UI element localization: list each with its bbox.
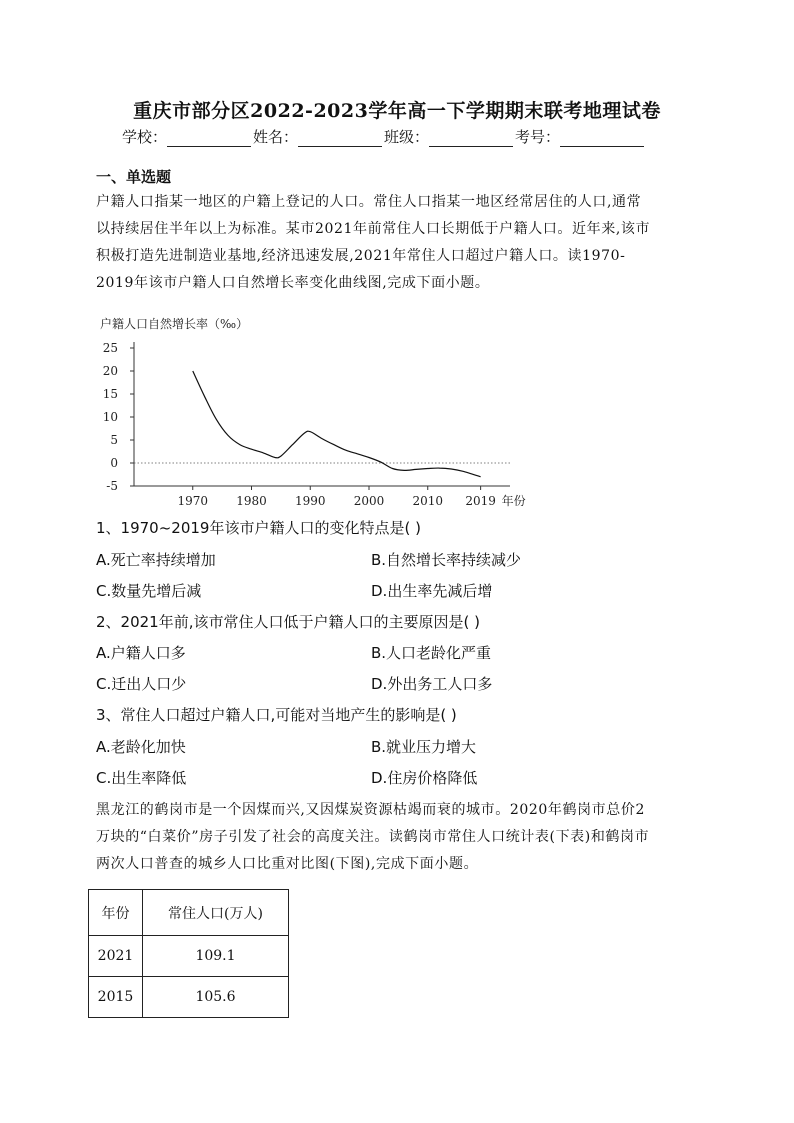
name-label: 姓名： <box>253 128 299 146</box>
question-1-stem: 1、1970~2019年该市户籍人口的变化特点是( ) <box>96 519 421 537</box>
q2-option-c[interactable]: C.迁出人口少 <box>96 675 187 693</box>
q2-option-b[interactable]: B.人口老龄化严重 <box>371 644 492 662</box>
x-tick-label: 2019 <box>465 494 496 508</box>
table-row <box>89 936 289 977</box>
population-table <box>88 889 289 1018</box>
x-tick-label: 2010 <box>412 494 444 508</box>
school-label: 学校： <box>122 128 168 146</box>
table-row <box>89 977 289 1018</box>
page-title: 重庆市部分区2022-2023学年高一下学期期末联考地理试卷 <box>133 100 661 122</box>
table-cell: 2021 <box>89 936 143 977</box>
name-blank[interactable] <box>298 130 382 147</box>
class-label: 班级： <box>384 128 430 146</box>
school-blank[interactable] <box>167 130 251 147</box>
exam-number-blank[interactable] <box>560 130 644 147</box>
passage-2-line: 两次人口普查的城乡人口比重对比图(下图),完成下面小题。 <box>96 856 479 872</box>
passage-2 <box>96 797 700 878</box>
table-cell: 109.1 <box>143 936 289 977</box>
q1-option-c[interactable]: C.数量先增后减 <box>96 582 202 600</box>
class-blank[interactable] <box>429 130 513 147</box>
exam-number-label: 考号： <box>515 128 561 146</box>
series-line-0 <box>193 371 481 477</box>
y-tick-label: 20 <box>102 364 118 378</box>
y-tick-label: 0 <box>110 456 118 470</box>
x-tick-label: 1970 <box>177 494 209 508</box>
student-info-line <box>122 126 682 147</box>
question-3-stem: 3、常住人口超过户籍人口,可能对当地产生的影响是( ) <box>96 706 457 724</box>
x-tick-label: 1990 <box>294 494 326 508</box>
y-tick-label: 15 <box>102 387 118 401</box>
x-tick-label: 2000 <box>353 494 385 508</box>
q3-option-a[interactable]: A.老龄化加快 <box>96 738 186 756</box>
class-field <box>384 126 515 147</box>
table-header-cell: 年份 <box>89 890 143 936</box>
q2-option-a[interactable]: A.户籍人口多 <box>96 644 186 662</box>
q1-option-a[interactable]: A.死亡率持续增加 <box>96 551 216 569</box>
passage-1-line: 户籍人口指某一地区的户籍上登记的人口。常住人口指某一地区经常居住的人口,通常 <box>96 194 642 210</box>
chart-title: 户籍人口自然增长率（‰） <box>100 317 249 331</box>
section-title: 一、单选题 <box>96 168 172 186</box>
x-axis-label: 年份 <box>501 494 526 508</box>
q3-option-d[interactable]: D.住房价格降低 <box>371 769 478 787</box>
q1-option-d[interactable]: D.出生率先减后增 <box>371 582 493 600</box>
exam-number-field <box>515 126 646 147</box>
y-tick-label: 10 <box>102 410 118 424</box>
y-tick-label: 5 <box>110 433 118 447</box>
school-field <box>122 126 253 147</box>
passage-2-line: 万块的“白菜价”房子引发了社会的高度关注。读鹤岗市常住人口统计表(下表)和鹤岗市 <box>96 829 650 845</box>
name-field <box>253 126 384 147</box>
table-header-row <box>89 890 289 936</box>
y-tick-label: -5 <box>106 479 118 493</box>
table-cell: 2015 <box>89 977 143 1018</box>
y-tick-label: 25 <box>102 341 118 355</box>
q1-option-b[interactable]: B.自然增长率持续减少 <box>371 551 522 569</box>
passage-1-line: 2019年该市户籍人口自然增长率变化曲线图,完成下面小题。 <box>96 275 490 291</box>
x-tick-label: 1980 <box>236 494 267 508</box>
q3-option-b[interactable]: B.就业压力增大 <box>371 738 477 756</box>
passage-1 <box>96 189 700 297</box>
growth-rate-chart <box>90 314 530 510</box>
q2-option-d[interactable]: D.外出务工人口多 <box>371 675 493 693</box>
q3-option-c[interactable]: C.出生率降低 <box>96 769 187 787</box>
passage-1-line: 以持续居住半年以上为标准。某市2021年前常住人口长期低于户籍人口。近年来,该市 <box>96 221 651 237</box>
passage-2-line: 黑龙江的鹤岗市是一个因煤而兴,又因煤炭资源枯竭而衰的城市。2020年鹤岗市总价2 <box>96 802 645 818</box>
table-header-cell: 常住人口(万人) <box>143 890 289 936</box>
chart-svg <box>90 314 530 510</box>
question-2-stem: 2、2021年前,该市常住人口低于户籍人口的主要原因是( ) <box>96 613 480 631</box>
passage-1-line: 积极打造先进制造业基地,经济迅速发展,2021年常住人口超过户籍人口。读1970- <box>96 248 626 264</box>
table-cell: 105.6 <box>143 977 289 1018</box>
